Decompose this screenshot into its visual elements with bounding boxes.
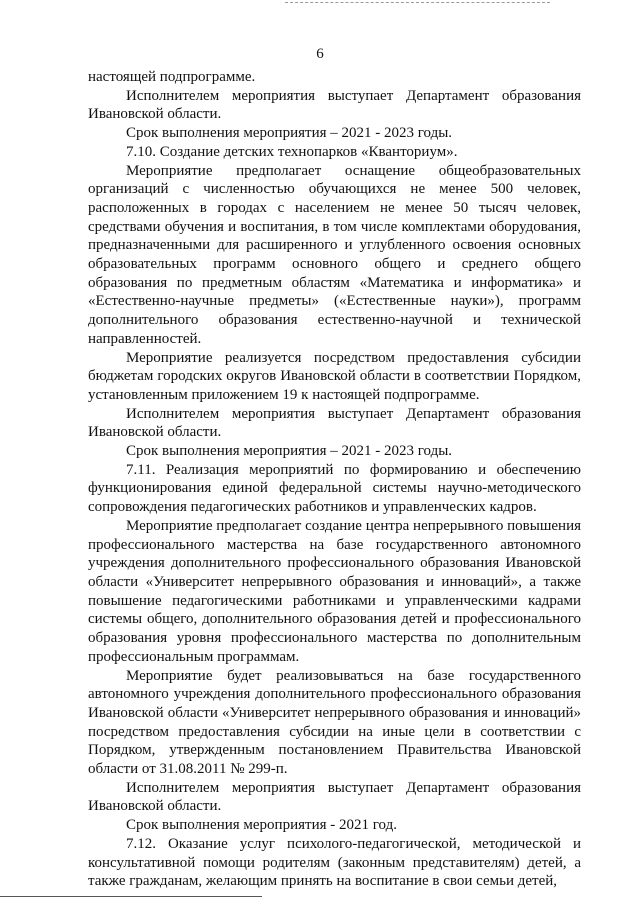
paragraph: Срок выполнения мероприятия – 2021 - 2023 годы. [126, 125, 453, 142]
page-number: 6 [316, 46, 324, 62]
paragraph: Исполнителем мероприятия выступает Департамент образования Ивановской области. [88, 405, 581, 441]
section-heading: 7.10. Создание детских технопарков «Кванториум». [126, 143, 458, 160]
paragraph: Мероприятие предполагает создание центра непрерывного повышения профессионального мастерства на базе государственного автономного учреждения дополнительного профессионального образования Ивановской области «Университет непрерывного образования и инноваций», а также повышение педагогическими работниками и управленческими кадрами системы общего, дополнительного образования детей и профессионального образования уровня профессионального мастерства по дополнительным профессиональным программам. [88, 517, 581, 665]
scan-artifact-line [285, 2, 550, 3]
document-body [88, 68, 581, 891]
paragraph: Исполнителем мероприятия выступает Департамент образования Ивановской области. [88, 779, 581, 815]
footnote-separator [0, 896, 262, 897]
paragraph: Исполнителем мероприятия выступает Департамент образования Ивановской области. [88, 87, 581, 123]
paragraph: Срок выполнения мероприятия - 2021 год. [126, 817, 397, 834]
section-heading: 7.12. Оказание услуг психолого-педагогической, методической и консультативной помощи родителям (законным представителям) детей, а также гражданам, желающим принять на воспитание в свои семьи детей, [88, 835, 581, 890]
paragraph: настоящей подпрограмме. [88, 69, 256, 85]
paragraph: Мероприятие предполагает оснащение общеобразовательных организаций с численностью обучающихся не менее 500 человек, расположенных в городах с населением не менее 50 тысяч человек, средствами обучения и воспитания, в том числе комплектами оборудования, предназначенными для расширенного и углубленного освоения основных образовательных программ основного общего и среднего общего образования по предметным областям «Математика и информатика» и «Естественно-научные предметы» («Естественные науки»), программ дополнительного образования естественно-научной и технической направленностей. [88, 162, 581, 347]
section-heading: 7.11. Реализация мероприятий по формированию и обеспечению функционирования единой федеральной системы научно-методического сопровождения педагогических работников и управленческих кадров. [88, 461, 581, 516]
paragraph: Мероприятие реализуется посредством предоставления субсидии бюджетам городских округов Ивановской области в соответствии Порядком, установленным приложением 19 к настоящей подпрограмме. [88, 349, 581, 403]
paragraph: Срок выполнения мероприятия – 2021 - 2023 годы. [126, 443, 453, 460]
paragraph: Мероприятие будет реализовываться на базе государственного автономного учреждения дополнительного профессионального образования Ивановской области «Университет непрерывного образования и инноваций» посредством предоставления субсидии на иные цели в соответствии с Порядком, утвержденным постановлением Правительства Ивановской области от 31.08.2011 № 299-п. [88, 667, 581, 778]
